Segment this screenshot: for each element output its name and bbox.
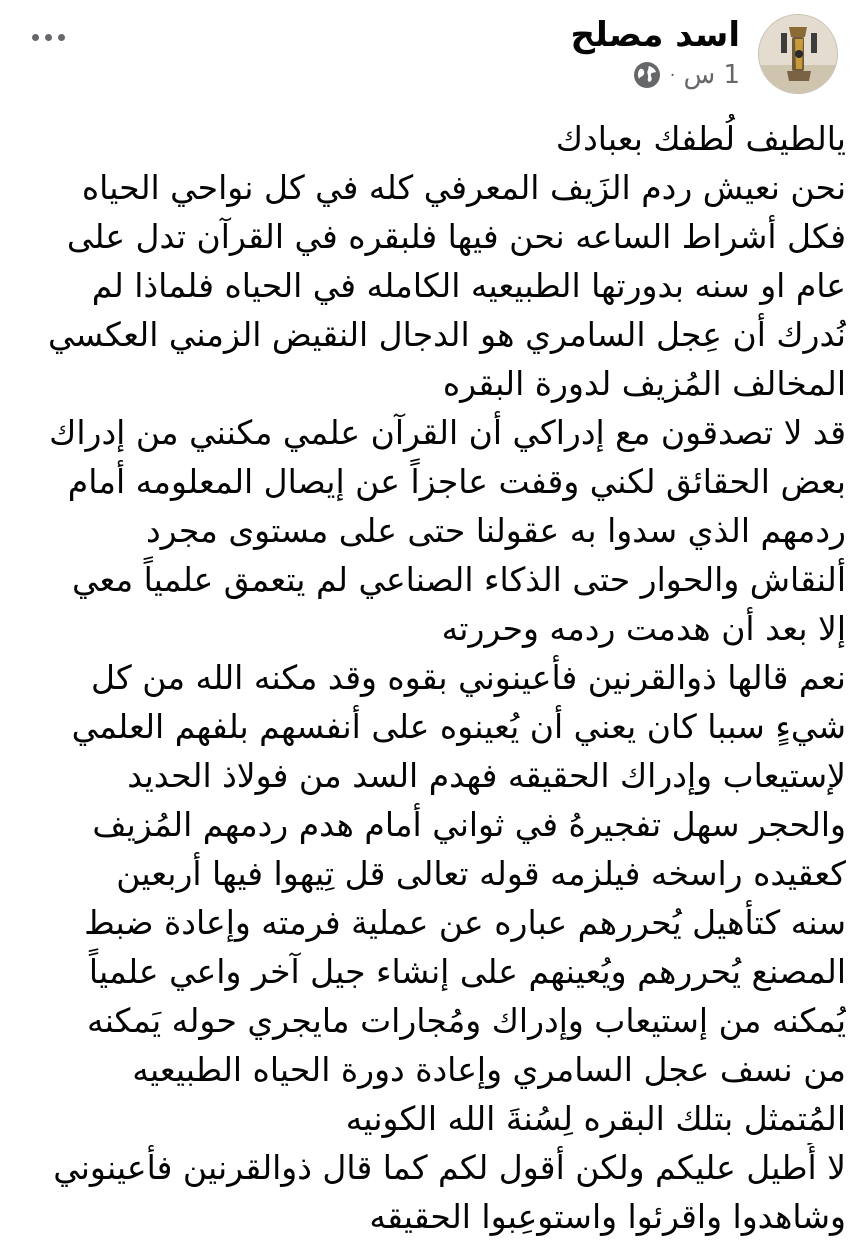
more-dot [45, 34, 52, 41]
post-text-line: قد لا تصدقون مع إدراكي أن القرآن علمي مكنني من إدراك [49, 413, 846, 452]
post-text-line: نُدرك أن عِجل السامري هو الدجال النقيض الزمني العكسي [48, 315, 846, 354]
more-dot [32, 34, 39, 41]
post-text-line: شيءٍ سببا كان يعني أن يُعينوه على أنفسهم بلفهم العلمي [71, 707, 846, 746]
more-options-button[interactable] [26, 22, 70, 52]
more-dot [58, 34, 65, 41]
post-text-line: سنه كتأهيل يُحررهم عباره عن عملية فرمته وإعادة ضبط [84, 903, 846, 942]
avatar[interactable] [758, 14, 838, 94]
post-text-line: المصنع يُحررهم ويُعينهم على إنشاء جيل آخر واعي علمياً [88, 952, 846, 991]
post-text-line: ردمهم الذي سدوا به عقولنا حتى على مستوى مجرد [145, 511, 846, 550]
post-text [10, 114, 846, 1241]
avatar-image [759, 15, 837, 93]
globe-icon[interactable] [632, 60, 662, 90]
post-text-line: نحن نعيش ردم الزَيف المعرفي كله في كل نواحي الحياه [81, 168, 846, 207]
post-meta [632, 58, 740, 92]
post-text-line: المخالف المُزيف لدورة البقره [442, 364, 846, 403]
post-text-line: وشاهدوا واقرئوا واستوعِبوا الحقيقه [369, 1197, 846, 1236]
post-text-line: والحجر سهل تفجيرهُ في ثواني أمام هدم ردمهم المُزيف [92, 805, 846, 844]
post-text-line: إلا بعد أن هدمت ردمه وحررته [441, 609, 846, 648]
post-text-line: يالطيف لُطفك بعبادك [555, 119, 846, 158]
post-text-line: كعقيده راسخه فيلزمه قوله تعالى قل تِيهوا فيها أربعين [116, 854, 846, 893]
post-text-line: يُمكنه من إستيعاب وإدراك ومُجارات مايجري حوله يَمكنه [87, 1001, 846, 1040]
post-text-line: من نسف عجل السامري وإعادة دورة الحياه الطبيعيه [132, 1050, 846, 1089]
post-text-line: لا أُطيل عليكم ولكن أقول لكم كما قال ذوالقرنين فأعينوني [53, 1148, 846, 1187]
post-text-line: عام او سنه بدورتها الطبيعيه الكامله في الحياه فلماذا لم [91, 266, 846, 305]
post-time[interactable]: 1 س [683, 60, 740, 90]
post-text-line: بعض الحقائق لكني وقفت عاجزاً عن إيصال المعلومه أمام [67, 462, 846, 501]
post-text-line: ألنقاش والحوار حتى الذكاء الصناعي لم يتعمق علمياً معي [72, 560, 846, 599]
post-text-line: لإستيعاب وإدراك الحقيقه فهدم السد من فولاذ الحديد [127, 756, 846, 795]
post-text-line: نعم قالها ذوالقرنين فأعينوني بقوه وقد مكنه الله من كل [91, 658, 846, 697]
author-name[interactable]: اسد مصلح [570, 15, 740, 55]
post-header [0, 0, 862, 104]
post-text-line: فكل أشراط الساعه نحن فيها فلبقره في القرآن تدل على [66, 217, 846, 256]
post-text-line: المُتمثل بتلك البقره لِسُنةَ الله الكونيه [345, 1099, 846, 1138]
meta-separator: · [669, 64, 676, 86]
